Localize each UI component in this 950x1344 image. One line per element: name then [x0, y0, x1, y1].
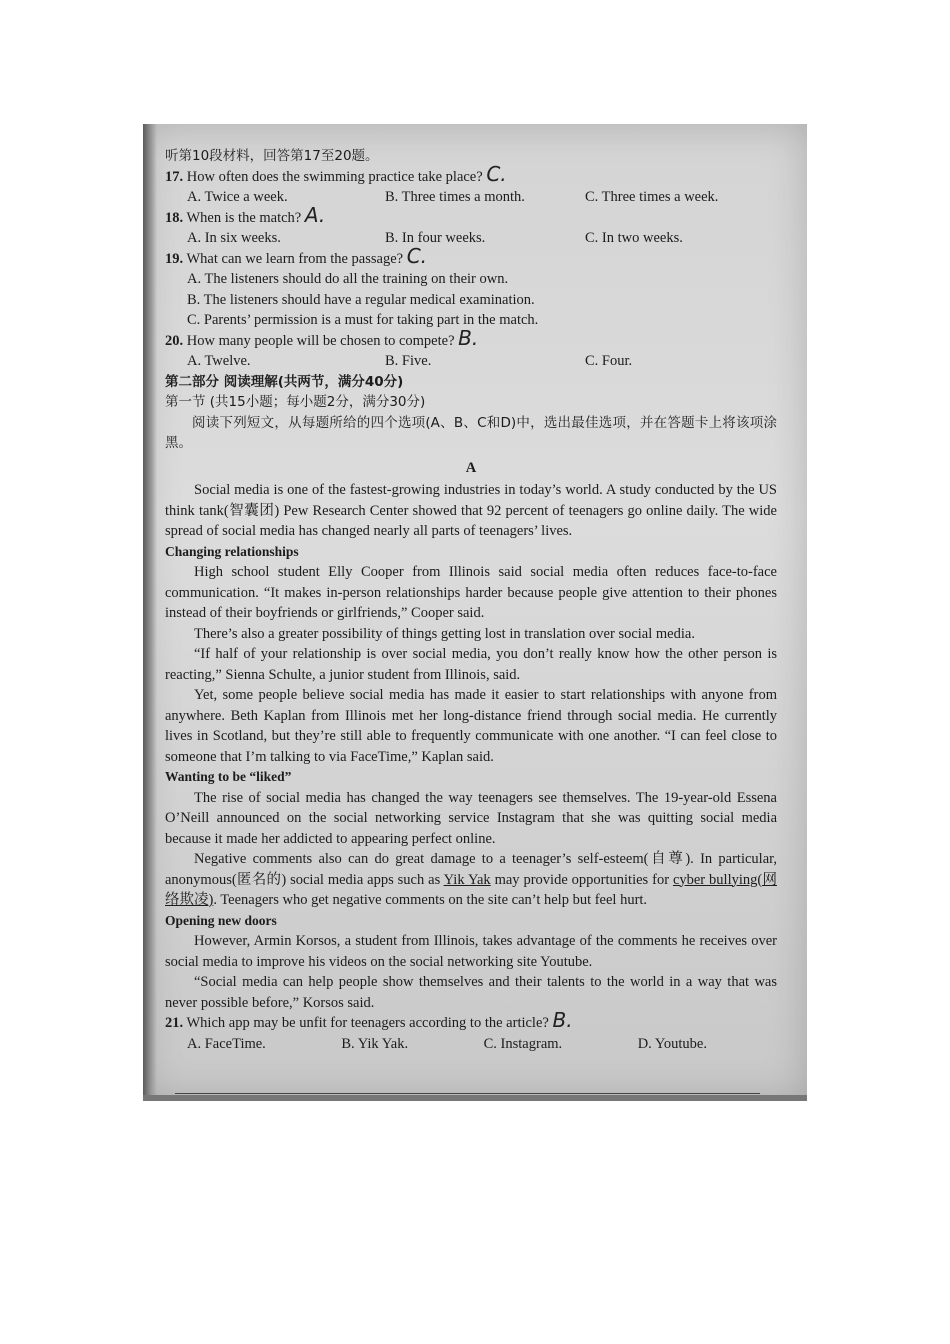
section-heading: Wanting to be “liked”: [165, 769, 292, 784]
passage-paragraph: “Social media can help people show themselves and their talents to the world in a way that was never possible before,” Korsos said.: [165, 974, 777, 1011]
option-a: A. Twelve.: [187, 353, 251, 369]
passage-label: A: [465, 459, 477, 476]
question-text: Which app may be unfit for teenagers according to the article?: [186, 1015, 549, 1031]
photo-bottom-edge: [143, 1095, 807, 1101]
question-number: 17.: [165, 168, 184, 185]
text-span: . Teenagers who get negative comments on the site can’t help but feel hurt.: [213, 892, 648, 908]
option-a: A. In six weeks.: [187, 230, 281, 246]
question-17: [165, 161, 777, 208]
option-b: B. Five.: [385, 353, 432, 369]
photo-shadow-edge: [143, 124, 157, 1101]
underlined-cyber-bullying: cyber bullying(网络欺凌): [165, 871, 778, 908]
handwritten-answer: A.: [304, 202, 326, 227]
option-c: C. Instagram.: [483, 1035, 563, 1052]
option-b: B. The listeners should have a regular medical examination.: [187, 291, 535, 308]
question-text: How often does the swimming practice take place?: [186, 168, 483, 185]
section-heading: Changing relationships: [165, 543, 299, 559]
passage-paragraph: “If half of your relationship is over social media, you don’t really know how the other person is reacting,” Sienna Schulte, a junior student from Illinois, said.: [165, 646, 777, 683]
option-a: A. FaceTime.: [187, 1035, 266, 1052]
handwritten-answer: B.: [552, 1008, 573, 1032]
option-c: C. In two weeks.: [585, 230, 683, 246]
text-span: Negative comments also can do great damage to a teenager’s self-esteem(自尊). In particular, anonymous(匿名的) social media apps such as: [165, 851, 777, 888]
passage-paragraph: Yet, some people believe social media has made it easier to start relationships with anyone from anywhere. Beth Kaplan from Illinois met her long-distance friend through social media. He currently lives in Scotland, but they’re still able to frequently communicate with one another. “I can feel close to someone that I’m talking to via FaceTime,” Kaplan said.: [165, 687, 777, 765]
reading-instruction: 阅读下列短文，从每题所给的四个选项(A、B、C和D)中，选出最佳选项，并在答题卡上将该项涂黑。: [165, 414, 777, 451]
option-c: C. Four.: [585, 353, 633, 369]
section-heading: Opening new doors: [165, 912, 277, 928]
question-18: [165, 202, 777, 249]
option-a: A. Twice a week.: [187, 189, 288, 205]
question-number: 18.: [165, 209, 184, 226]
passage-paragraph: The rise of social media has changed the way teenagers see themselves. The 19-year-old Essena O’Neill announced on the social networking service Instagram that she was quitting social media because it made her addicted to appearing perfect online.: [165, 789, 777, 847]
question-number: 20.: [165, 332, 184, 349]
passage-paragraph: There’s also a greater possibility of things getting lost in translation over social media.: [194, 625, 695, 642]
section-title: 第一节 (共15小题；每小题2分，满分30分): [165, 394, 426, 410]
option-b: B. Yik Yak.: [341, 1035, 409, 1052]
text-span: may provide opportunities for: [490, 871, 673, 888]
passage-paragraph: Social media is one of the fastest-growing industries in today’s world. A study conducted by the US think tank(智囊团) Pew Research Center showed that 92 percent of teenagers go online daily. The wide spread of social media has changed nearly all parts of teenagers’ lives.: [165, 482, 777, 539]
question-21: [165, 1008, 777, 1054]
question-20: [165, 325, 777, 372]
passage-paragraph: High school student Elly Cooper from Illinois said social media often reduces face-to-face communication. “It makes in-person relationships harder because people give attention to their phones instead of their boyfriends or girlfriends,” Cooper said.: [165, 564, 777, 621]
exam-page: [165, 146, 777, 1054]
option-b: B. In four weeks.: [385, 230, 486, 246]
question-text: When is the match?: [186, 209, 302, 226]
handwritten-answer: B.: [458, 325, 479, 350]
bottom-rule: [175, 1093, 760, 1094]
question-number: 19.: [165, 250, 184, 267]
question-number: 21.: [165, 1015, 184, 1031]
handwritten-answer: C.: [486, 161, 507, 186]
option-b: B. Three times a month.: [385, 189, 525, 205]
listening-intro: 听第10段材料，回答第17至20题。: [165, 148, 379, 164]
underlined-yik-yak: Yik Yak: [443, 871, 491, 888]
question-text: How many people will be chosen to compete?: [186, 332, 455, 349]
option-c: C. Three times a week.: [585, 189, 719, 205]
option-c: C. Parents’ permission is a must for taking part in the match.: [187, 312, 539, 328]
option-a: A. The listeners should do all the training on their own.: [187, 271, 509, 287]
option-d: D. Youtube.: [637, 1035, 707, 1052]
handwritten-answer: C.: [406, 243, 428, 268]
question-text: What can we learn from the passage?: [186, 250, 404, 267]
part-title: 第二部分 阅读理解(共两节，满分40分): [165, 373, 404, 390]
passage-paragraph: However, Armin Korsos, a student from Illinois, takes advantage of the comments he receives over social media to improve his videos on the social networking site Youtube.: [165, 933, 777, 970]
question-19: [165, 243, 777, 331]
passage-paragraph: [165, 849, 777, 911]
